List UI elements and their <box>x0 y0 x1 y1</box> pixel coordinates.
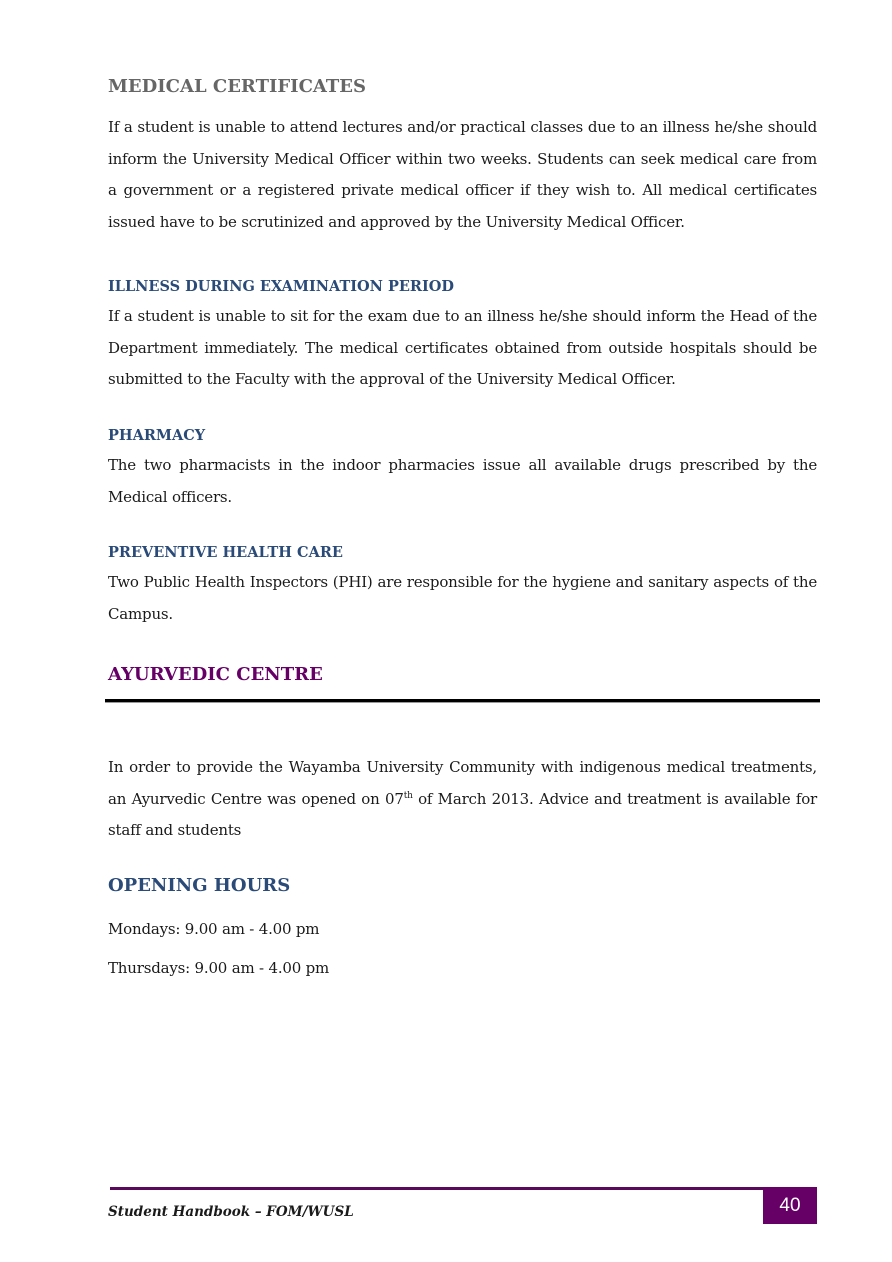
divider <box>105 699 820 703</box>
heading-pharmacy: PHARMACY <box>108 427 206 444</box>
text: In order to provide the Wayamba University Community with indigenous medical treatments, an Ayurvedic Centre was opened on 07 <box>108 758 817 808</box>
text: of March 2013. Advice and treatment is available for staff and students <box>108 789 817 839</box>
heading-medical-certificates: MEDICAL CERTIFICATES <box>108 76 367 97</box>
paragraph-medical-certificates: If a student is unable to attend lectures and/or practical classes due to an illness he/she should inform the University Medical Officer within two weeks. Students can seek medical care from a government or a registered private medical officer if they wish to. All medical certificates issued have to be scrutinized and approved by the University Medical Officer. <box>108 118 817 231</box>
section-ayurvedic <box>108 752 817 847</box>
heading-ayurvedic: AYURVEDIC CENTRE <box>108 664 323 685</box>
paragraph-ayurvedic <box>108 752 817 847</box>
hours-item: Mondays: 9.00 am - 4.00 pm <box>108 920 320 938</box>
hours-item: Thursdays: 9.00 am - 4.00 pm <box>108 959 330 977</box>
section-illness <box>108 278 817 396</box>
paragraph-preventive: Two Public Health Inspectors (PHI) are responsible for the hygiene and sanitary aspects of the Campus. <box>108 573 817 623</box>
paragraph-pharmacy: The two pharmacists in the indoor pharmacies issue all available drugs prescribed by the Medical officers. <box>108 456 817 506</box>
section-ayurvedic-heading <box>108 664 817 685</box>
footer-text: Student Handbook – FOM/WUSL <box>108 1204 354 1220</box>
section-pharmacy <box>108 427 817 513</box>
heading-opening-hours: OPENING HOURS <box>108 875 291 896</box>
section-preventive <box>108 544 817 630</box>
section-medical-certificates <box>108 76 817 238</box>
heading-illness: ILLNESS DURING EXAMINATION PERIOD <box>108 278 454 295</box>
page-number: 40 <box>763 1187 817 1224</box>
footer-rule <box>110 1187 765 1190</box>
superscript: th <box>403 790 413 801</box>
section-opening-hours <box>108 875 817 990</box>
paragraph-illness: If a student is unable to sit for the exam due to an illness he/she should inform the Head of the Department immediately. The medical certificates obtained from outside hospitals should be submitted to the Faculty with the approval of the University Medical Officer. <box>108 307 817 388</box>
heading-preventive: PREVENTIVE HEALTH CARE <box>108 544 343 561</box>
